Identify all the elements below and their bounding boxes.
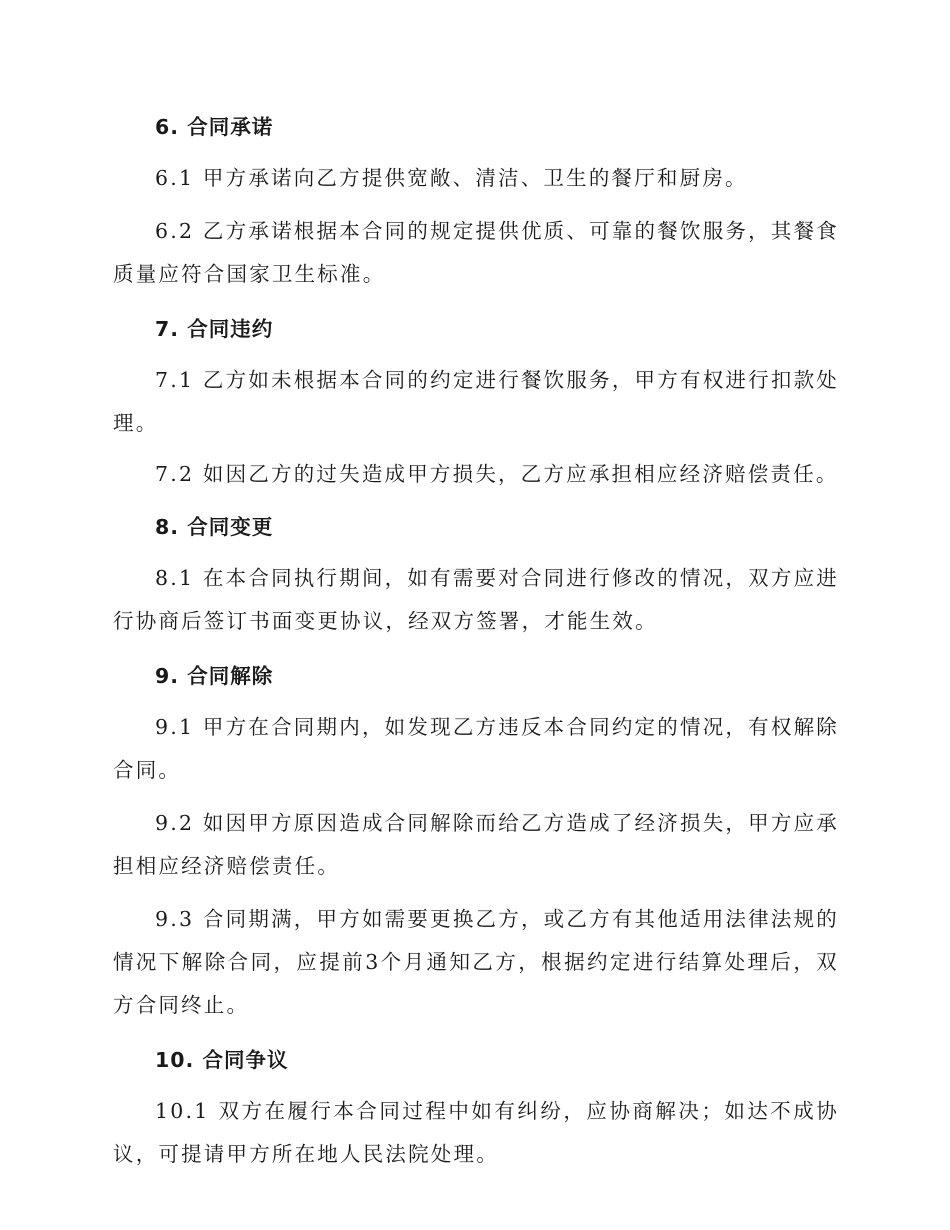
paragraph-9-3: 9.3 合同期满，甲方如需要更换乙方，或乙方有其他适用法律法规的情况下解除合同，应提前3个月通知乙方，根据约定进行结算处理后，双方合同终止。 (113, 907, 839, 1017)
paragraph-10-1: 10.1 双方在履行本合同过程中如有纠纷，应协商解决；如达不成协议，可提请甲方所在地人民法院处理。 (113, 1099, 839, 1166)
section-heading: 7. 合同违约 (155, 317, 274, 341)
paragraph-7-2: 7.2 如因乙方的过失造成甲方损失，乙方应承担相应经济赔偿责任。 (155, 462, 839, 486)
section-7 (113, 306, 839, 496)
paragraph-6-1: 6.1 甲方承诺向乙方提供宽敞、清洁、卫生的餐厅和厨房。 (155, 166, 748, 190)
paragraph-8-1: 8.1 在本合同执行期间，如有需要对合同进行修改的情况，双方应进行协商后签订书面变更协议，经双方签署，才能生效。 (113, 566, 839, 633)
section-heading: 6. 合同承诺 (155, 115, 274, 139)
paragraph-7-1: 7.1 乙方如未根据本合同的约定进行餐饮服务，甲方有权进行扣款处理。 (113, 368, 839, 435)
section-10 (113, 1037, 839, 1176)
section-heading: 9. 合同解除 (155, 664, 274, 688)
paragraph-9-2: 9.2 如因甲方原因造成合同解除而给乙方造成了经济损失，甲方应承担相应经济赔偿责任。 (113, 811, 839, 878)
section-8 (113, 504, 839, 643)
section-heading: 8. 合同变更 (155, 515, 274, 539)
paragraph-6-2: 6.2 乙方承诺根据本合同的规定提供优质、可靠的餐饮服务，其餐食质量应符合国家卫生标准。 (113, 219, 839, 286)
document-body (113, 104, 839, 1186)
section-6 (113, 104, 839, 296)
paragraph-9-1: 9.1 甲方在合同期内，如发现乙方违反本合同约定的情况，有权解除合同。 (113, 715, 839, 782)
section-9 (113, 653, 839, 1027)
section-heading: 10. 合同争议 (155, 1048, 289, 1072)
